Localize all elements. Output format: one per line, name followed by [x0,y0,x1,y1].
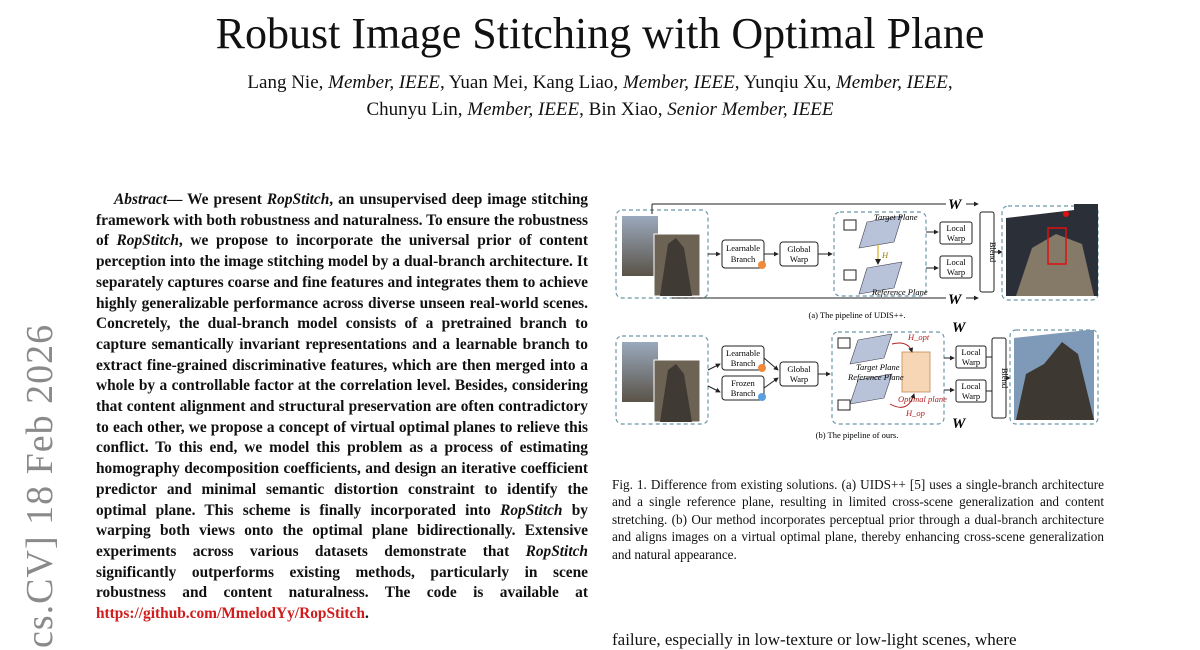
warp-label: Warp [789,374,809,384]
local-label: Local [946,257,966,267]
w-label: W [948,292,962,308]
warp-label: Warp [946,233,966,243]
reference-plane-label: Reference Plane [872,287,928,297]
camera-icon [844,270,856,280]
abstract-text: — We present [167,191,267,208]
warp-label: Warp [789,254,809,264]
author-text: , Yuan Mei, Kang Liao, [440,72,623,93]
learnable-label: Learnable [726,243,760,253]
author-line-2 [0,99,1200,121]
code-link[interactable]: https://github.com/MmelodYy/RopStitch [96,605,365,623]
input-image-target [622,216,658,276]
branch-label: Branch [730,388,756,398]
global-label: Global [787,244,811,254]
method-name: RopStitch [525,542,588,560]
abstract-text: , an unsupervised deep image stitching framework with both robustness and naturalness. To ensure the robustness of [96,191,588,250]
author-line-1 [0,72,1200,94]
warp-label: Warp [961,357,981,367]
author-role: Senior Member, IEEE [667,99,834,120]
subcaption-a: (a) The pipeline of UDIS++. [808,310,906,320]
branch-label: Branch [730,358,756,368]
camera-icon [838,338,850,348]
target-plane-label: Target Plane [874,212,918,222]
author-text: , Yunqiu Xu, [734,72,836,93]
fire-icon [758,364,766,372]
target-plane-shape [850,334,892,364]
method-name: RopStitch [266,191,330,208]
learnable-label: Learnable [726,348,760,358]
method-name: RopStitch [500,501,563,519]
w-label: W [948,197,962,213]
paper-title: Robust Image Stitching with Optimal Plane [215,9,985,58]
author-text: , Bin Xiao, [579,99,668,120]
abstract-text: . [364,605,369,623]
h-label: H [882,250,889,260]
input-image-target [622,342,658,402]
abstract-text: by warping both views onto the optimal plane bidirectionally. Extensive experiments across various datasets demonstrate that [96,501,588,560]
subcaption-b: (b) The pipeline of ours. [815,430,899,440]
abstract-label: Abstract [114,191,168,208]
body-text-line: failure, especially in low-texture or low-light scenes, where [612,630,1017,649]
blend-label: Blend [988,241,998,263]
global-label: Global [787,364,811,374]
arxiv-sidebar-stamp: cs.CV] 18 Feb 2026 [19,323,61,648]
optimal-plane-shape [902,352,930,392]
abstract-text: , we propose to incorporate the universal prior of content perception into the image stitching model by a dual-branch architecture. It separately captures coarse and fine features and integrates them to achieve highly generalizable performance across diverse unseen real-world scenes. Concretely, the dual-branch model consists of a pretrained branch to capture semantically invariant representations and a learnable branch to extract fine-grained discriminative features, which are then merged into a whole by a controllable factor at the correlation level. Besides, considering that content alignment and structural preservation are often contradictory to each other, we propose a concept of virtual optimal planes to relieve this conflict. To this end, we model this problem as a process of estimating homography decomposition coefficients, and design an iterative coefficient predictor and minimal semantic distortion constraint to identify the optimal plane. This scheme is finally incorporated into [96,232,588,519]
frozen-label: Frozen [731,378,755,388]
panel-a [616,197,1098,320]
author-role: Member, IEEE [467,99,580,120]
figure-caption: Fig. 1. Difference from existing solutions. (a) UIDS++ [5] uses a single-branch architecture and a single reference plane, resulting in limited cross-scene generalization and content stretching. (b) Our method incorporates perceptual prior through a dual-branch architecture and aligns images on a virtual optimal plane, thereby enhancing cross-scene generalization and natural appearance. [612,477,1104,562]
method-name: RopStitch [116,232,179,250]
author-role: Member, IEEE [328,72,441,93]
warp-label: Warp [961,391,981,401]
author-text: Lang Nie, [247,72,329,93]
camera-icon [838,400,850,410]
target-plane-label: Target Plane [856,362,900,372]
pipeline-figure [612,192,1102,450]
artifact-marker [1063,211,1069,217]
h-opt-label: H_opt [908,332,930,342]
local-label: Local [946,223,966,233]
author-text: , [947,72,953,93]
camera-icon [844,220,856,230]
reference-plane-label: Reference Plane [848,372,904,382]
local-label: Local [961,347,981,357]
author-role: Member, IEEE [835,72,948,93]
optimal-plane-label: Optimal plane [898,394,947,404]
blend-label: Blend [1000,367,1010,389]
author-text: Chunyu Lin, [366,99,468,120]
w-label: W [952,416,966,432]
w-label: W [952,320,966,336]
h-op-label: H_op [906,408,925,418]
snowflake-icon [758,393,766,401]
warp-label: Warp [946,267,966,277]
author-role: Member, IEEE [622,72,735,93]
panel-b [616,320,1098,440]
local-label: Local [961,381,981,391]
abstract [96,190,588,625]
branch-label: Branch [730,254,756,264]
abstract-text: significantly outperforms existing methods, particularly in scene robustness and content naturalness. The code is available at [96,563,588,602]
fire-icon [758,261,766,269]
